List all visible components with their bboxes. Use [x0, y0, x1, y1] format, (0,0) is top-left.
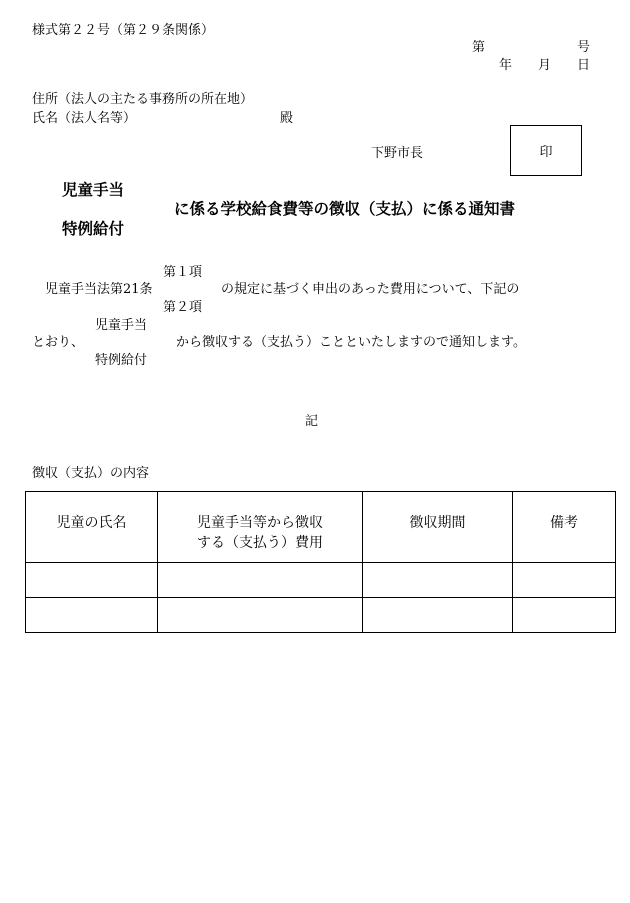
table-row — [26, 563, 616, 598]
law-reference: 児童手当法第21条 — [45, 282, 153, 297]
para-option-2: 第２項 — [163, 300, 203, 315]
date-year: 年 — [499, 58, 513, 73]
address-label: 住所（法人の主たる事務所の所在地） — [32, 92, 254, 107]
table-header-row — [26, 492, 616, 563]
content-table — [25, 491, 616, 633]
table-cell[interactable] — [26, 598, 158, 633]
body-line-2-start: とおり、 — [32, 335, 85, 350]
body-line-2: から徴収する（支払う）ことといたしますので通知します。 — [176, 335, 526, 350]
section-label: 徴収（支払）の内容 — [32, 466, 150, 481]
doc-number-prefix: 第 — [472, 40, 486, 55]
seal-label: 印 — [539, 145, 553, 160]
body-line-1: の規定に基づく申出のあった費用について、下記の — [221, 282, 520, 297]
honorific: 殿 — [280, 111, 294, 126]
ki-mark: 記 — [305, 414, 319, 429]
table-cell[interactable] — [158, 563, 363, 598]
header-child-name — [26, 492, 158, 563]
table-cell[interactable] — [363, 563, 513, 598]
form-number: 様式第２２号（第２９条関係） — [32, 23, 215, 38]
header-period — [363, 492, 513, 563]
header-cost — [158, 492, 363, 563]
para-option-1: 第１項 — [163, 265, 203, 280]
body-option-special-benefit: 特例給付 — [95, 353, 148, 368]
header-remarks — [513, 492, 616, 563]
document-title: に係る学校給食費等の徴収（支払）に係る通知書 — [174, 199, 516, 218]
header-cost-label: 児童手当等から徴収 する（支払う）費用 — [197, 515, 323, 551]
table-cell[interactable] — [513, 598, 616, 633]
table-cell[interactable] — [513, 563, 616, 598]
table-row — [26, 598, 616, 633]
header-child-name-label: 児童の氏名 — [56, 515, 127, 531]
name-label: 氏名（法人名等） — [32, 111, 137, 126]
table-cell[interactable] — [158, 598, 363, 633]
issuer-name: 下野市長 — [371, 146, 424, 161]
title-option-child-allowance: 児童手当 — [62, 180, 125, 199]
body-option-child-allowance: 児童手当 — [95, 318, 148, 333]
table-cell[interactable] — [363, 598, 513, 633]
doc-number-suffix: 号 — [577, 40, 591, 55]
date-day: 日 — [577, 58, 591, 73]
table-cell[interactable] — [26, 563, 158, 598]
header-remarks-label: 備考 — [550, 515, 578, 531]
date-month: 月 — [538, 58, 552, 73]
header-period-label: 徴収期間 — [409, 515, 466, 531]
title-option-special-benefit: 特例給付 — [62, 219, 125, 238]
seal-box — [510, 125, 582, 176]
